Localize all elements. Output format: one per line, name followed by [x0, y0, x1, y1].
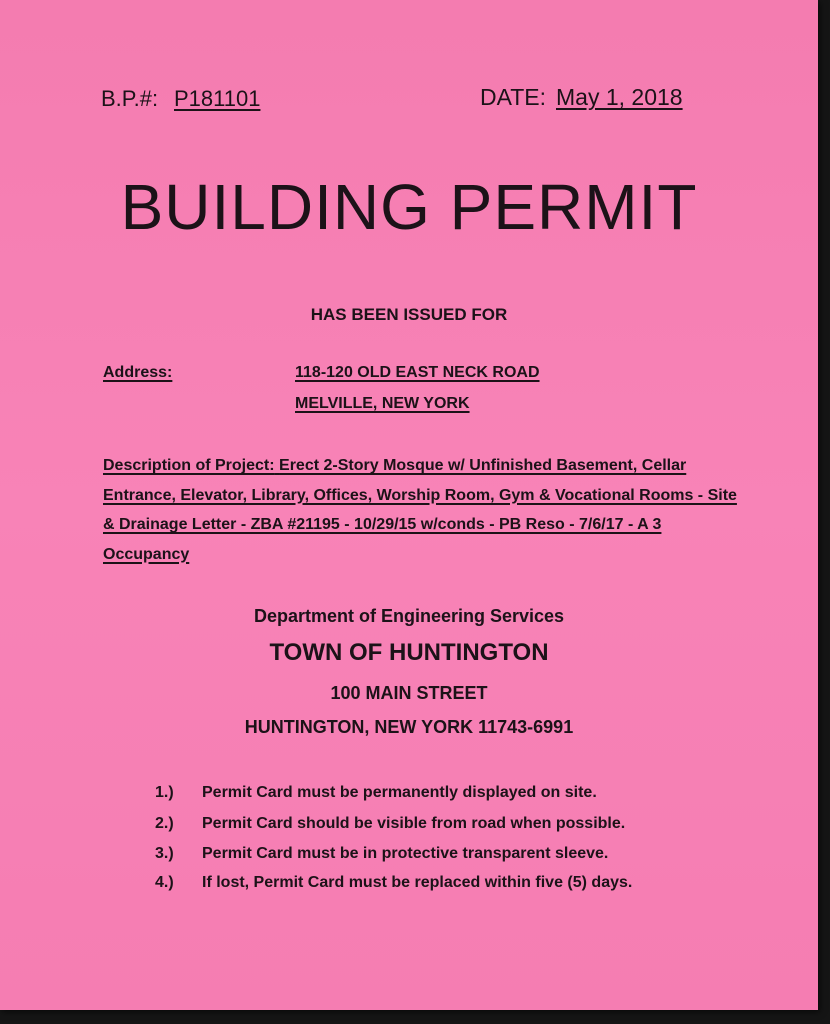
- rule-number: 4.): [155, 874, 174, 891]
- address-label: Address:: [103, 364, 173, 381]
- date-value: May 1, 2018: [556, 84, 683, 110]
- date-label: DATE:: [480, 84, 547, 110]
- rule-text: Permit Card must be in protective transparent sleeve.: [202, 845, 609, 862]
- rule-text: Permit Card must be permanently displayed on site.: [202, 784, 597, 801]
- description-label: Description of Project:: [103, 457, 275, 474]
- rule-number: 2.): [155, 815, 174, 832]
- bp-number-label: B.P.#:: [101, 86, 159, 111]
- department-name: Department of Engineering Services: [253, 606, 565, 626]
- rule-item: [155, 845, 608, 863]
- rule-number: 1.): [155, 784, 174, 801]
- rule-text: If lost, Permit Card must be replaced within five (5) days.: [202, 874, 633, 891]
- rule-item: [155, 784, 597, 802]
- issued-for-heading: HAS BEEN ISSUED FOR: [310, 305, 508, 324]
- rule-text: Permit Card should be visible from road when possible.: [202, 815, 626, 832]
- address-line-2: MELVILLE, NEW YORK: [295, 395, 470, 412]
- bp-number-value: P181101: [174, 86, 261, 111]
- project-description: [103, 451, 743, 569]
- address-line-1: 118-120 OLD EAST NECK ROAD: [295, 364, 540, 381]
- rule-number: 3.): [155, 845, 174, 862]
- issuer-street: 100 MAIN STREET: [330, 683, 488, 703]
- permit-title: BUILDING PERMIT: [120, 171, 698, 243]
- rule-item: [155, 874, 632, 892]
- description-text: Erect 2-Story Mosque w/ Unfinished Basement, Cellar Entrance, Elevator, Library, Offices, Worship Room, Gym & Vocational Rooms - Site & Drainage Letter - ZBA #21195 - 10/29/15 w/conds - PB Reso - 7/6/17 - A 3 Occupancy: [103, 457, 737, 563]
- rule-item: [155, 815, 625, 833]
- issuer-city: HUNTINGTON, NEW YORK 11743-6991: [244, 717, 574, 737]
- town-name: TOWN OF HUNTINGTON: [269, 639, 549, 666]
